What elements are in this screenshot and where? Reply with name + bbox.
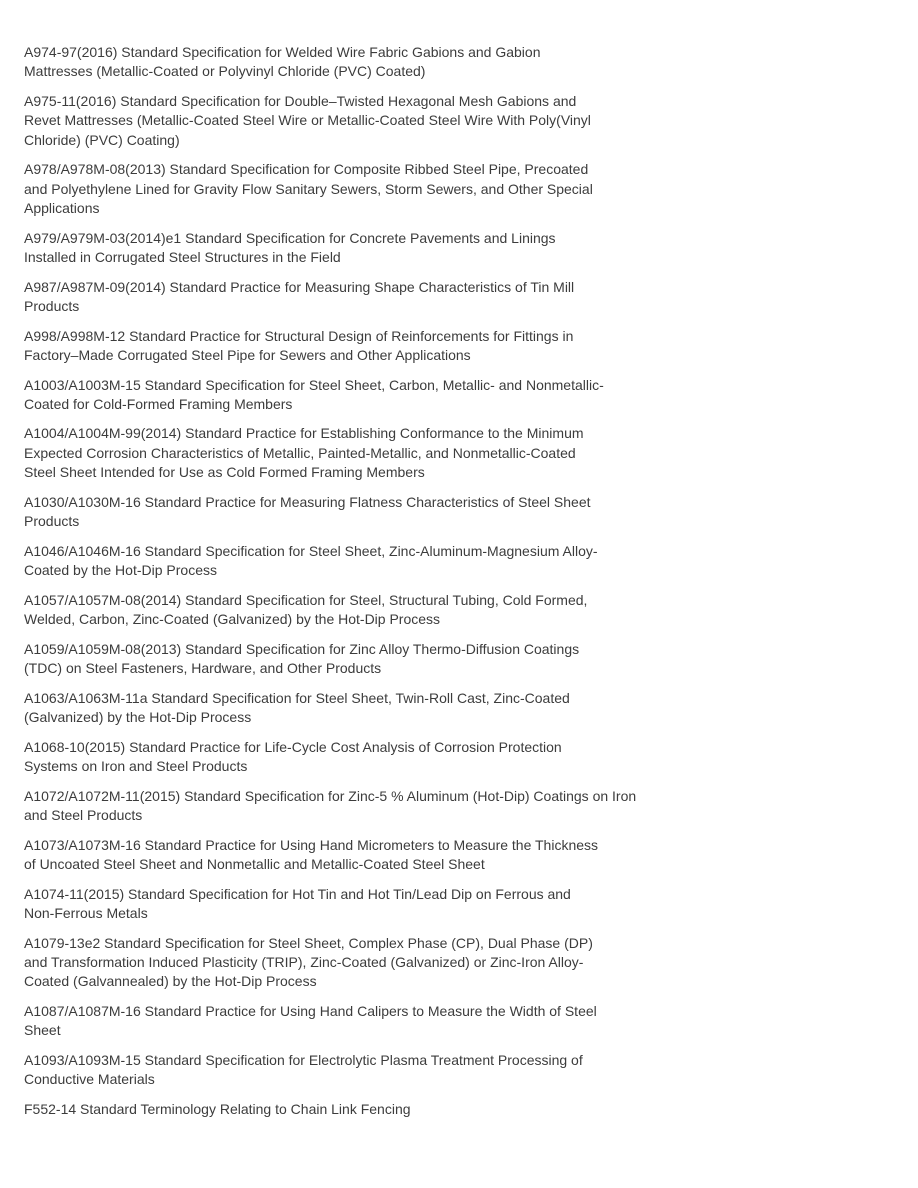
list-item: A1057/A1057M-08(2014) Standard Specification for Steel, Structural Tubing, Cold Formed, Welded, Carbon, Zinc-Coated (Galvanized) by the Hot-Dip Process — [24, 591, 588, 628]
list-item: A1079-13e2 Standard Specification for Steel Sheet, Complex Phase (CP), Dual Phase (DP) and Transformation Induced Plasticity (TRIP), Zinc-Coated (Galvanized) or Zinc-Iron Alloy- Coated (Galvannealed) by the Hot-Dip Process — [24, 934, 593, 990]
list-item: A1072/A1072M-11(2015) Standard Specification for Zinc-5 % Aluminum (Hot-Dip) Coatings on Iron and Steel Products — [24, 787, 637, 823]
list-item: A1063/A1063M-11a Standard Specification for Steel Sheet, Twin-Roll Cast, Zinc-Coated (Galvanized) by the Hot-Dip Process — [24, 689, 570, 725]
list-item: A1093/A1093M-15 Standard Specification for Electrolytic Plasma Treatment Processing of Conductive Materials — [24, 1051, 583, 1088]
list-item: A978/A978M-08(2013) Standard Specification for Composite Ribbed Steel Pipe, Precoated and Polyethylene Lined for Gravity Flow Sanitary Sewers, Storm Sewers, and Other Special Applications — [24, 161, 593, 216]
list-item: A1087/A1087M-16 Standard Practice for Using Hand Calipers to Measure the Width of Steel Sheet — [24, 1002, 597, 1039]
list-item: A979/A979M-03(2014)e1 Standard Specification for Concrete Pavements and Linings Installed in Corrugated Steel Structures in the Field — [24, 229, 556, 265]
list-item: A998/A998M-12 Standard Practice for Structural Design of Reinforcements for Fittings in Factory–Made Corrugated Steel Pipe for Sewers and Other Applications — [24, 327, 574, 363]
list-item: A975-11(2016) Standard Specification for Double–Twisted Hexagonal Mesh Gabions and Revet Mattresses (Metallic-Coated Steel Wire or Metallic-Coated Steel Wire With Poly(Vinyl Chloride) (PVC) Coating) — [24, 92, 591, 148]
list-item: A1004/A1004M-99(2014) Standard Practice for Establishing Conformance to the Minimum Expected Corrosion Characteristics of Metallic, Painted-Metallic, and Nonmetallic-Coated Steel Sheet Intended for Use as Cold Formed Framing Members — [24, 425, 584, 481]
list-item: A1073/A1073M-16 Standard Practice for Using Hand Micrometers to Measure the Thickness of Uncoated Steel Sheet and Nonmetallic and Metallic-Coated Steel Sheet — [24, 836, 599, 872]
list-item: A1003/A1003M-15 Standard Specification for Steel Sheet, Carbon, Metallic- and Nonmetallic- Coated for Cold-Formed Framing Members — [24, 376, 604, 412]
list-item: A1068-10(2015) Standard Practice for Life-Cycle Cost Analysis of Corrosion Protection Systems on Iron and Steel Products — [24, 738, 562, 774]
list-item: A1046/A1046M-16 Standard Specification for Steel Sheet, Zinc-Aluminum-Magnesium Alloy- Coated by the Hot-Dip Process — [24, 542, 598, 579]
list-item: A1030/A1030M-16 Standard Practice for Measuring Flatness Characteristics of Steel Sheet Products — [24, 493, 591, 530]
list-item: A1074-11(2015) Standard Specification for Hot Tin and Hot Tin/Lead Dip on Ferrous and Non-Ferrous Metals — [24, 885, 571, 921]
standards-list — [24, 43, 894, 1130]
list-item: A1059/A1059M-08(2013) Standard Specification for Zinc Alloy Thermo-Diffusion Coatings (TDC) on Steel Fasteners, Hardware, and Other Products — [24, 640, 580, 677]
list-item: F552-14 Standard Terminology Relating to Chain Link Fencing — [24, 1100, 411, 1117]
list-item: A987/A987M-09(2014) Standard Practice for Measuring Shape Characteristics of Tin Mill Products — [24, 278, 575, 314]
list-item: A974-97(2016) Standard Specification for Welded Wire Fabric Gabions and Gabion Mattresses (Metallic-Coated or Polyvinyl Chloride (PVC) Coated) — [24, 44, 541, 80]
